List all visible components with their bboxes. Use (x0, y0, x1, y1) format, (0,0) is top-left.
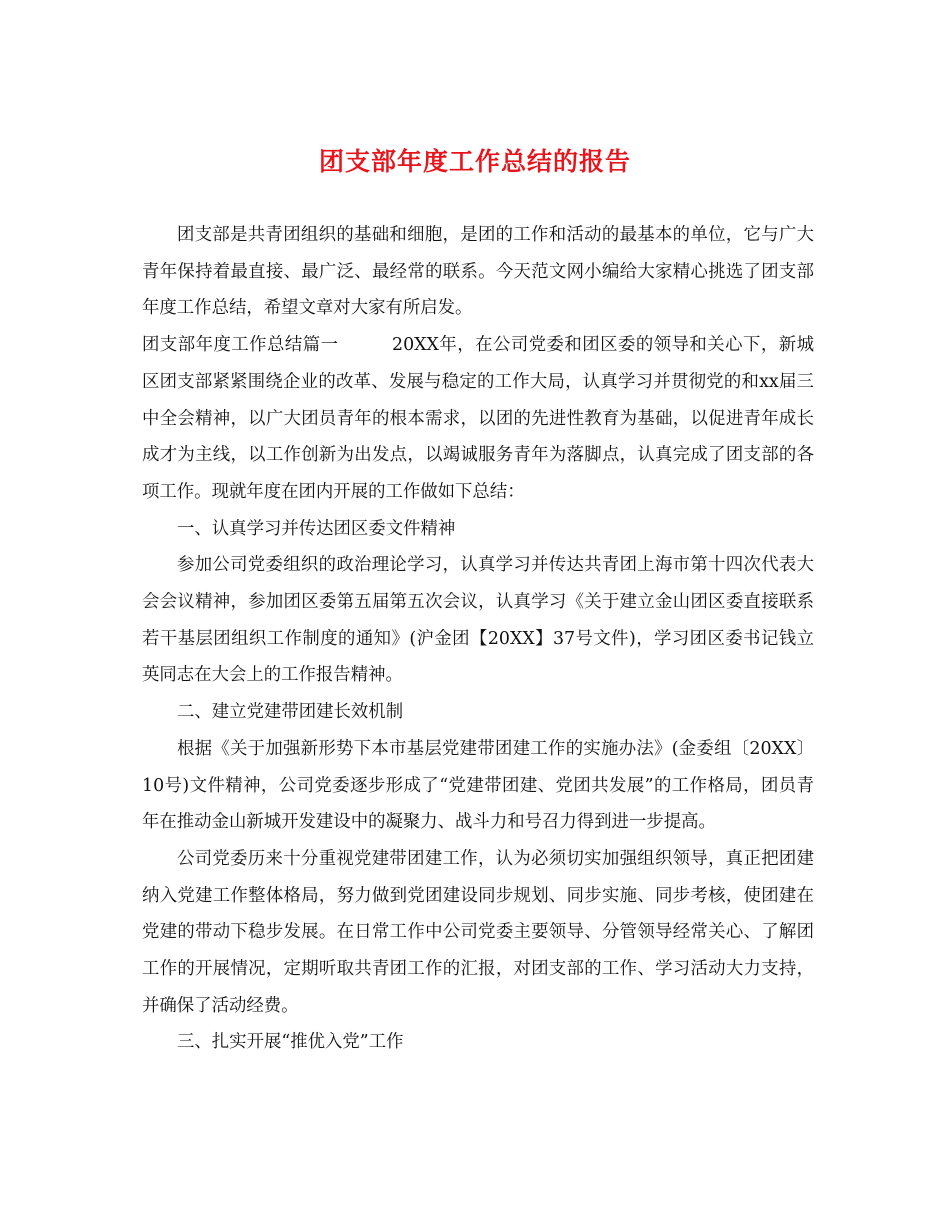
document-title: 团支部年度工作总结的报告 (318, 147, 631, 176)
paragraph-section-two-body-a: 根据《关于加强新形势下本市基层党建带团建工作的实施办法》(金委组〔20XX〕10号)文件精神，公司党委逐步形成了“党建带团建、党团共发展”的工作格局，团员青年在推动金山新城开发建设中的凝聚力、战斗力和号召力得到进一步提高。 (142, 738, 814, 833)
paragraph-summary-part-one: 团支部年度工作总结篇一 20XX年，在公司党委和团区委的领导和关心下，新城区团支部紧紧围绕企业的改革、发展与稳定的工作大局，认真学习并贯彻党的和xx届三中全会精神，以广大团员青年的根本需求，以团的先进性教育为基础，以促进青年成长成才为主线，以工作创新为出发点，以竭诚服务青年为落脚点，认真完成了团支部的各项工作。现就年度在团内开展的工作做如下总结： (142, 335, 814, 502)
paragraph-intro: 团支部是共青团组织的基础和细胞，是团的工作和活动的最基本的单位，它与广大青年保持着最直接、最广泛、最经常的联系。今天范文网小编给大家精心挑选了团支部年度工作总结，希望文章对大家有所启发。 (142, 225, 814, 319)
document-body (142, 217, 814, 1061)
section-heading-two: 二、建立党建带团建长效机制 (177, 702, 404, 723)
section-heading-three: 三、扎实开展“推优入党”工作 (177, 1032, 404, 1053)
paragraph-section-one-body: 参加公司党委组织的政治理论学习，认真学习并传达共青团上海市第十四次代表大会会议精神，参加团区委第五届第五次会议，认真学习《关于建立金山团区委直接联系若干基层团组织工作制度的通知》(沪金团【20XX】37号文件)，学习团区委书记钱立英同志在大会上的工作报告精神。 (142, 555, 814, 686)
section-heading-one: 一、认真学习并传达团区委文件精神 (177, 518, 456, 539)
paragraph-section-two-body-b: 公司党委历来十分重视党建带团建工作，认为必须切实加强组织领导，真正把团建纳入党建工作整体格局，努力做到党团建设同步规划、同步实施、同步考核，使团建在党建的带动下稳步发展。在日常工作中公司党委主要领导、分管领导经常关心、了解团工作的开展情况，定期听取共青团工作的汇报，对团支部的工作、学习活动大力支持，并确保了活动经费。 (142, 848, 814, 1016)
